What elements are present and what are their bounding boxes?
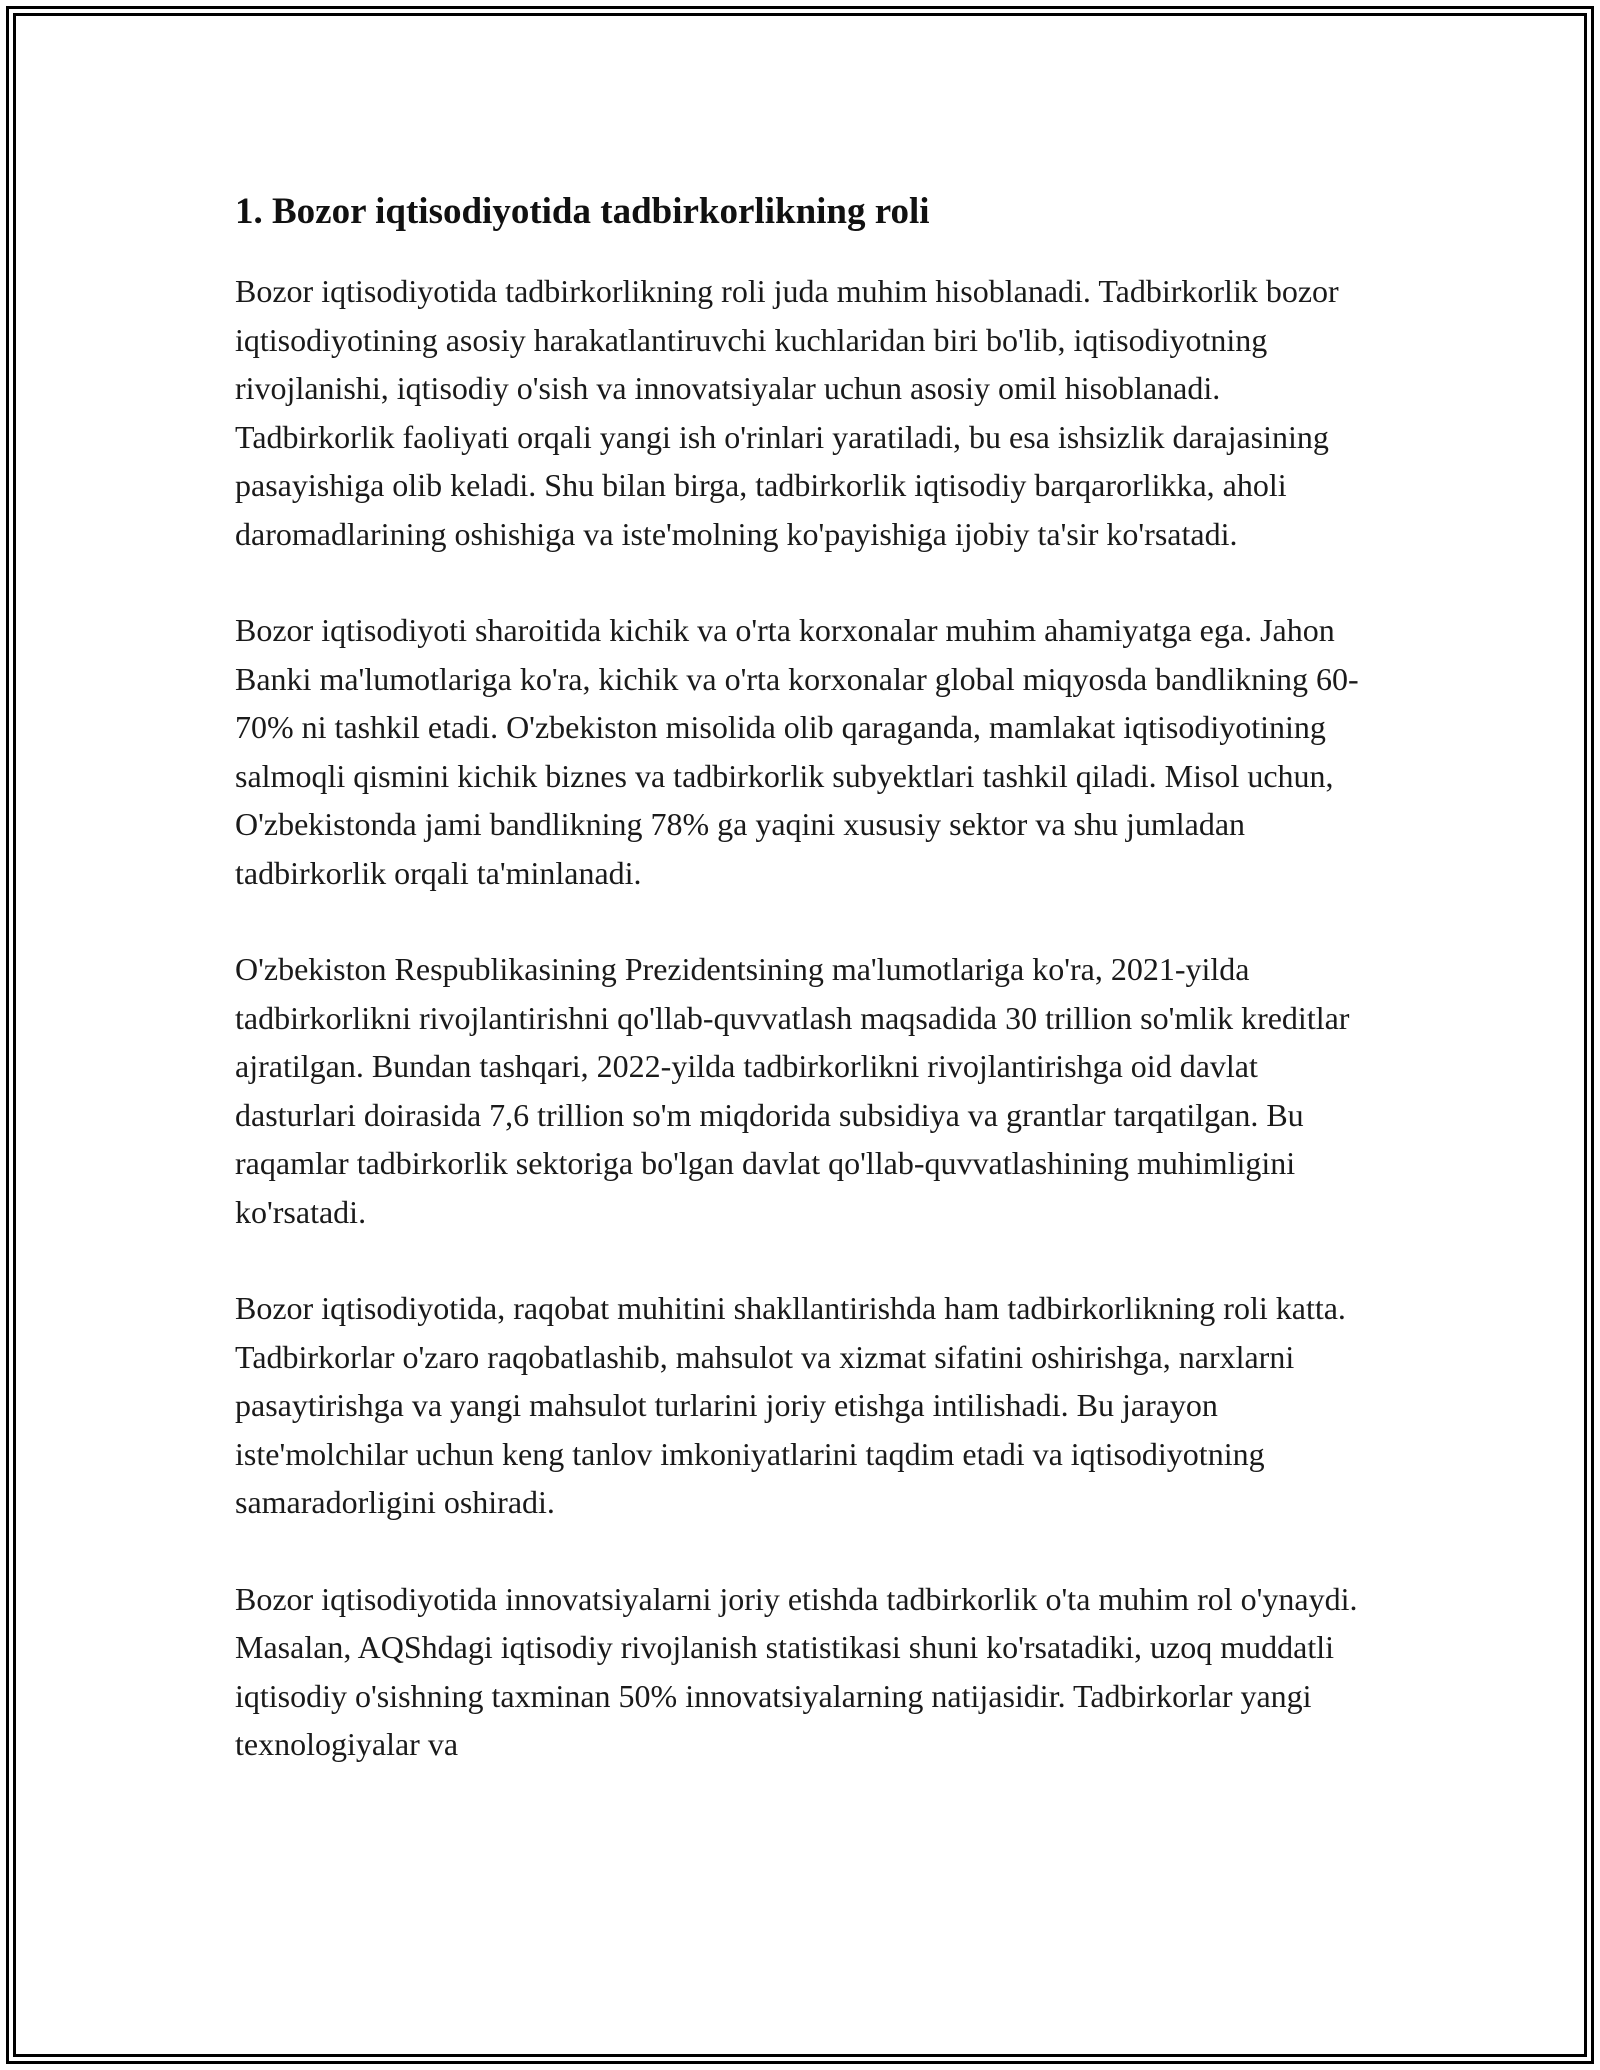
section-title: 1. Bozor iqtisodiyotida tadbirkorlikning roli	[235, 191, 930, 232]
document-body	[235, 185, 1370, 1817]
paragraph-1: Bozor iqtisodiyotida tadbirkorlikning roli juda muhim hisoblanadi. Tadbirkorlik bozor iqtisodiyotining asosiy harakatlantiruvchi kuchlaridan biri bo'lib, iqtisodiyotning rivojlanishi, iqtisodiy o'sish va innovatsiyalar uchun asosiy omil hisoblanadi. Tadbirkorlik faoliyati orqali yangi ish o'rinlari yaratiladi, bu esa ishsizlik darajasining pasayishiga olib keladi. Shu bilan birga, tadbirkorlik iqtisodiy barqarorlikka, aholi daromadlarining oshishiga va iste'molning ko'payishiga ijobiy ta'sir ko'rsatadi.	[235, 273, 1339, 552]
paragraph-2: Bozor iqtisodiyoti sharoitida kichik va o'rta korxonalar muhim ahamiyatga ega. Jahon Banki ma'lumotlariga ko'ra, kichik va o'rta korxonalar global miqyosda bandlikning 60-70% ni tashkil etadi. O'zbekiston misolida olib qaraganda, mamlakat iqtisodiyotining salmoqli qismini kichik biznes va tadbirkorlik subyektlari tashkil qiladi. Misol uchun, O'zbekistonda jami bandlikning 78% ga yaqini xususiy sektor va shu jumladan tadbirkorlik orqali ta'minlanadi.	[235, 612, 1359, 891]
paragraph-5: Bozor iqtisodiyotida innovatsiyalarni joriy etishda tadbirkorlik o'ta muhim rol o'ynaydi. Masalan, AQShdagi iqtisodiy rivojlanish statistikasi shuni ko'rsatadiki, uzoq muddatli iqtisodiy o'sishning taxminan 50% innovatsiyalarning natijasidir. Tadbirkorlar yangi texnologiyalar va	[235, 1580, 1358, 1762]
paragraph-3: O'zbekiston Respublikasining Prezidentsining ma'lumotlariga ko'ra, 2021-yilda tadbirkorlikni rivojlantirishni qo'llab-quvvatlash maqsadida 30 trillion so'mlik kreditlar ajratilgan. Bundan tashqari, 2022-yilda tadbirkorlikni rivojlantirishga oid davlat dasturlari doirasida 7,6 trillion so'm miqdorida subsidiya va grantlar tarqatilgan. Bu raqamlar tadbirkorlik sektoriga bo'lgan davlat qo'llab-quvvatlashining muhimligini ko'rsatadi.	[235, 951, 1350, 1230]
paragraph-4: Bozor iqtisodiyotida, raqobat muhitini shakllantirishda ham tadbirkorlikning roli katta. Tadbirkorlar o'zaro raqobatlashib, mahsulot va xizmat sifatini oshirishga, narxlarni pasaytirishga va yangi mahsulot turlarini joriy etishga intilishadi. Bu jarayon iste'molchilar uchun keng tanlov imkoniyatlarini taqdim etadi va iqtisodiyotning samaradorligini oshiradi.	[235, 1290, 1346, 1520]
